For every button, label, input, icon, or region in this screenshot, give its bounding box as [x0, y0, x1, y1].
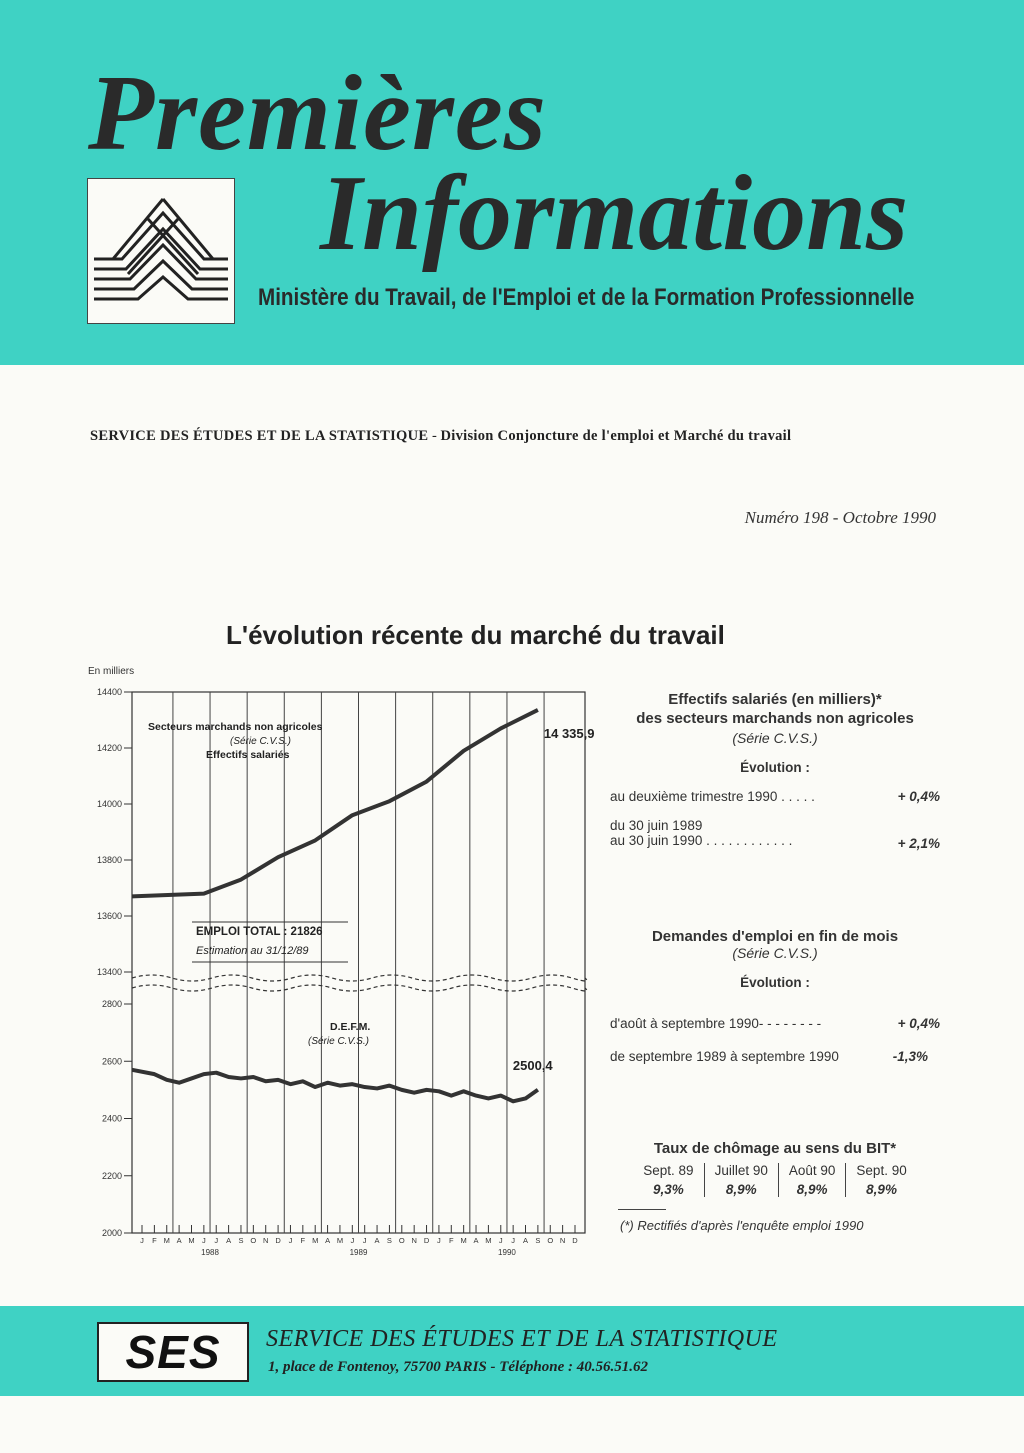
ses-logo: SES — [97, 1322, 249, 1382]
masthead-title-line1: Premières — [88, 54, 547, 173]
masthead-title-line2: Informations — [320, 154, 909, 273]
footer-address: 1, place de Fontenoy, 75700 PARIS - Téléphone : 40.56.51.62 — [268, 1359, 648, 1375]
x-tick-label: J — [288, 1236, 293, 1245]
stepped-lattice-logo-icon — [88, 179, 234, 323]
x-tick-label: A — [523, 1236, 529, 1245]
row-label: au deuxième trimestre 1990 . . . . . — [610, 789, 815, 804]
x-tick-label: S — [386, 1236, 392, 1245]
x-tick-label: M — [485, 1236, 492, 1245]
note-divider — [618, 1209, 666, 1210]
x-tick-label: S — [535, 1236, 541, 1245]
y-tick-label: 13800 — [96, 855, 122, 865]
rate-cell — [633, 1163, 704, 1197]
employment-series-name: Secteurs marchands non agricoles — [148, 721, 323, 733]
x-tick-label: J — [350, 1236, 355, 1245]
x-tick-label: J — [140, 1236, 144, 1245]
unemployment-rates — [610, 1140, 940, 1233]
x-tick-label: J — [437, 1236, 441, 1245]
rate-value: 9,3% — [653, 1182, 684, 1197]
y-tick-label: 14200 — [96, 743, 122, 753]
ministry-name: Ministère du Travail, de l'Emploi et de la Formation Professionnelle — [258, 284, 915, 311]
headline: L'évolution récente du marché du travail — [226, 620, 725, 650]
y-tick-label: 2600 — [101, 1056, 122, 1067]
defm-series-line — [132, 1070, 538, 1101]
defm-end-label: 2500,4 — [512, 1057, 553, 1073]
x-tick-label: N — [559, 1236, 566, 1245]
rate-cell — [705, 1163, 779, 1197]
axis-break-upper — [132, 975, 587, 981]
rate-period: Sept. 89 — [643, 1163, 694, 1178]
rate-value: 8,9% — [866, 1182, 897, 1197]
x-tick-label: M — [312, 1236, 319, 1245]
demand-title: Demandes d'emploi en fin de mois — [651, 928, 899, 945]
demand-row-month — [610, 1016, 940, 1031]
total-employment-date: Estimation au 31/12/89 — [196, 945, 309, 957]
y-tick-label: 14000 — [96, 799, 122, 809]
service-separator: - — [432, 428, 441, 444]
rate-cell — [846, 1163, 916, 1197]
x-tick-label: A — [176, 1236, 182, 1245]
issue-number: Numéro 198 - Octobre 1990 — [744, 508, 936, 527]
x-tick-label: S — [238, 1236, 244, 1245]
x-tick-label: M — [336, 1236, 344, 1245]
y-tick-label: 2800 — [101, 999, 122, 1009]
demand-evolution-label: Évolution : — [740, 975, 810, 990]
employment-subtitle: (Série C.V.S.) — [732, 730, 818, 746]
y-tick-label: 2400 — [101, 1113, 122, 1124]
rates-title: Taux de chômage au sens du BIT* — [653, 1140, 897, 1157]
rate-period: Août 90 — [788, 1163, 836, 1178]
x-tick-label: M — [163, 1236, 170, 1245]
x-tick-label: F — [300, 1236, 306, 1245]
employment-title-2: des secteurs marchands non agricoles — [636, 710, 914, 727]
employment-series-subtitle: (Série C.V.S.) — [230, 736, 291, 747]
x-tick-label: J — [201, 1236, 206, 1245]
defm-series-name: D.E.F.M. — [330, 1021, 371, 1033]
demand-subtitle: (Série C.V.S.) — [732, 945, 818, 961]
ministry-logo — [87, 178, 235, 324]
x-year-label: 1989 — [349, 1248, 368, 1257]
rate-value: 8,9% — [725, 1182, 757, 1197]
x-tick-label: A — [325, 1236, 331, 1245]
x-tick-label: D — [275, 1236, 281, 1245]
employment-end-label: 14 335,9 — [543, 725, 595, 741]
row-label-line1: du 30 juin 1989 — [610, 818, 703, 833]
labour-market-chart — [80, 660, 600, 1270]
row-label: de septembre 1989 à septembre 1990 — [610, 1049, 839, 1064]
employment-series-line — [132, 710, 538, 896]
x-tick-label: O — [398, 1236, 405, 1245]
x-tick-label: J — [362, 1236, 367, 1245]
x-tick-label: F — [448, 1236, 454, 1245]
employment-row-quarter — [610, 789, 940, 804]
employment-series-label: Effectifs salariés — [206, 749, 290, 761]
rate-value: 8,9% — [796, 1182, 828, 1197]
footer-title: SERVICE DES ÉTUDES ET DE LA STATISTIQUE — [266, 1326, 778, 1352]
x-tick-label: J — [511, 1236, 516, 1245]
x-year-label: 1988 — [201, 1248, 219, 1257]
x-tick-label: N — [411, 1236, 417, 1245]
demand-row-year — [610, 1049, 940, 1064]
x-tick-label: A — [374, 1236, 380, 1245]
rates-footnote: (*) Rectifiés d'après l'enquête emploi 1990 — [620, 1218, 864, 1233]
y-tick-label: 2000 — [101, 1228, 122, 1238]
x-tick-label: A — [473, 1236, 479, 1245]
x-tick-label: A — [226, 1236, 232, 1245]
rates-table — [610, 1163, 940, 1197]
y-tick-label: 13400 — [96, 967, 122, 977]
row-value: -1,3% — [892, 1049, 928, 1064]
defm-series-subtitle: (Série C.V.S.) — [308, 1036, 369, 1047]
rate-period: Juillet 90 — [714, 1163, 768, 1178]
y-tick-label: 2200 — [101, 1170, 122, 1181]
row-value: + 2,1% — [897, 836, 940, 851]
total-employment-annotation: EMPLOI TOTAL : 21826 — [196, 926, 323, 938]
row-value: + 0,4% — [897, 1016, 940, 1031]
x-tick-label: J — [498, 1236, 503, 1245]
division-name: Division Conjoncture de l'emploi et Marché du travail — [440, 428, 792, 444]
row-value: + 0,4% — [897, 789, 940, 804]
employment-title-1: Effectifs salariés (en milliers)* — [668, 691, 882, 708]
row-label-line2: au 30 juin 1990 . . . . . . . . . . . . — [610, 833, 793, 848]
x-tick-label: O — [547, 1236, 554, 1245]
employment-summary — [610, 690, 940, 851]
x-tick-label: M — [188, 1236, 195, 1245]
y-tick-label: 13600 — [96, 911, 122, 921]
x-tick-label: J — [214, 1236, 219, 1245]
service-line — [90, 428, 791, 445]
employment-row-year — [610, 818, 940, 851]
x-year-label: 1990 — [498, 1248, 516, 1257]
axis-break-lower — [132, 985, 587, 991]
y-unit-label: En milliers — [88, 666, 135, 677]
rate-period: Sept. 90 — [856, 1163, 907, 1178]
x-tick-label: D — [423, 1236, 430, 1245]
rate-cell — [779, 1163, 847, 1197]
x-tick-label: F — [152, 1236, 157, 1245]
x-tick-label: M — [460, 1236, 467, 1245]
x-tick-label: D — [572, 1236, 578, 1245]
row-label: d'août à septembre 1990- - - - - - - - — [610, 1016, 822, 1031]
job-demand-summary — [610, 928, 940, 1064]
y-tick-label: 14400 — [96, 687, 122, 697]
service-name: SERVICE DES ÉTUDES ET DE LA STATISTIQUE — [90, 428, 429, 444]
employment-evolution-label: Évolution : — [740, 760, 810, 775]
x-tick-label: O — [250, 1236, 257, 1245]
x-tick-label: N — [263, 1236, 269, 1245]
